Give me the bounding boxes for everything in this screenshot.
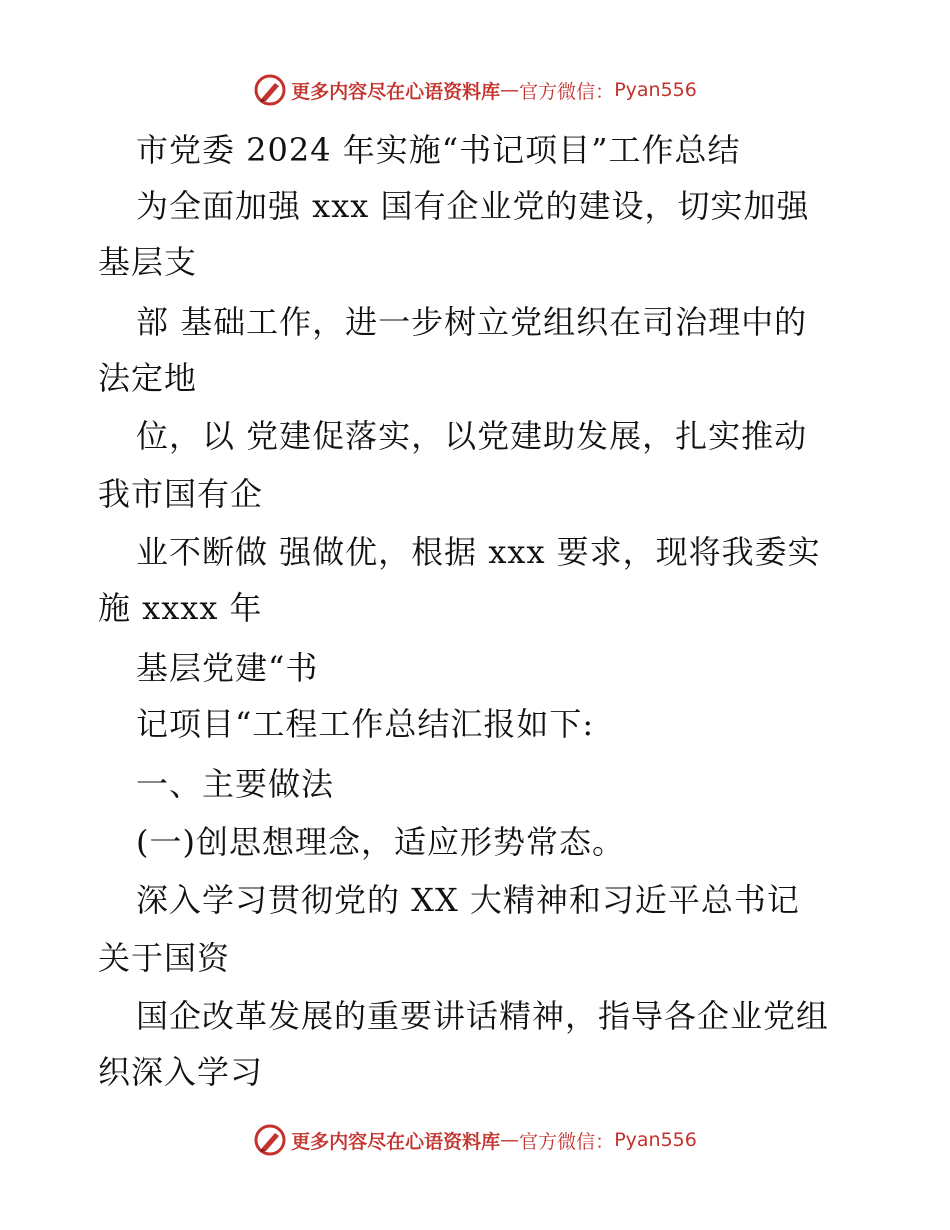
paragraph-line: 国企改革发展的重要讲话精神，指导各企业党组 <box>136 997 830 1035</box>
banner-wechat-label: 官方微信： <box>519 1130 615 1153</box>
banner-brand: 更多内容尽在心语资料库 <box>291 80 501 103</box>
section-heading: 一、主要做法 <box>136 765 335 803</box>
paragraph-line: 深入学习贯彻党的 XX 大精神和习近平总书记 <box>136 881 800 919</box>
paragraph-line: 业不断做 强做优，根据 xxx 要求，现将我委实 <box>136 533 821 571</box>
paragraph-line: 记项目“工程工作总结汇报如下: <box>136 705 595 743</box>
paragraph-line: 位，以 党建促落实，以党建助发展，扎实推动 <box>136 417 808 455</box>
paragraph-line: 法定地 <box>98 359 198 397</box>
paragraph-line: 织深入学习 <box>98 1053 264 1091</box>
banner-separator: — <box>500 1129 520 1151</box>
document-title: 市党委 2024 年实施“书记项目”工作总结 <box>136 131 741 169</box>
banner-brand: 更多内容尽在心语资料库 <box>291 1130 501 1153</box>
banner-wechat-id: Pyan556 <box>614 79 697 101</box>
paragraph-line: 基层支 <box>98 243 198 281</box>
banner-wechat-id: Pyan556 <box>614 1129 697 1151</box>
pen-logo-icon <box>253 1123 287 1157</box>
subsection-heading: (一)创思想理念，适应形势常态。 <box>136 823 625 861</box>
paragraph-line: 部 基础工作，进一步树立党组织在司治理中的 <box>136 303 808 341</box>
paragraph-line: 我市国有企 <box>98 475 264 513</box>
header-banner <box>0 70 950 110</box>
paragraph-line: 为全面加强 xxx 国有企业党的建设，切实加强 <box>136 187 810 225</box>
footer-banner <box>0 1120 950 1160</box>
paragraph-line: 关于国资 <box>98 939 231 977</box>
banner-wechat-label: 官方微信： <box>519 80 615 103</box>
paragraph-line: 基层党建“书 <box>136 649 319 687</box>
pen-logo-icon <box>253 73 287 107</box>
paragraph-line: 施 xxxx 年 <box>98 589 263 627</box>
banner-separator: — <box>500 79 520 101</box>
